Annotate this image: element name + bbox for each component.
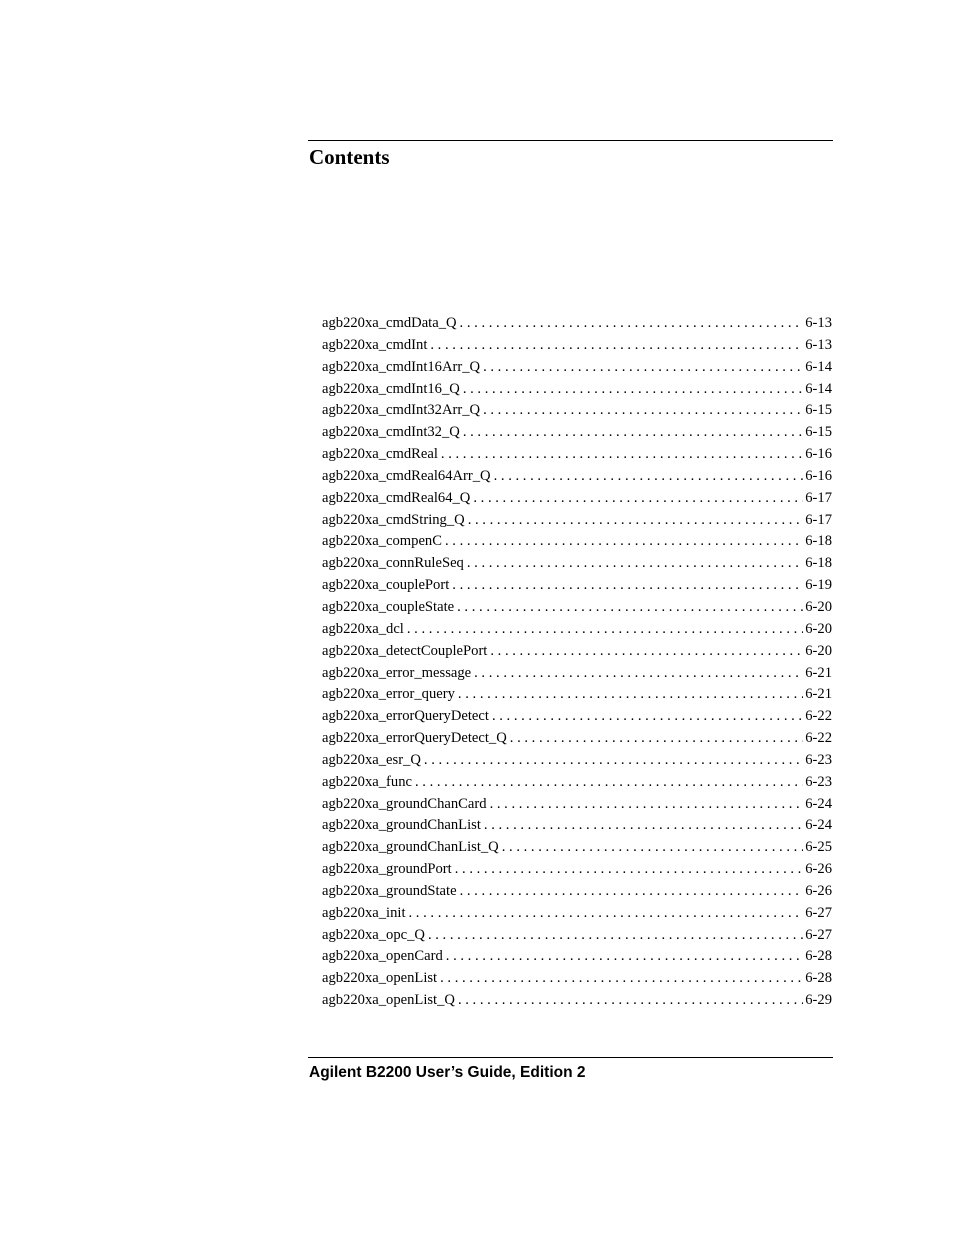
toc-entry-page[interactable]: 6-29	[805, 992, 832, 1009]
toc-entry-page[interactable]: 6-17	[805, 511, 832, 528]
toc-entry-name[interactable]: agb220xa_errorQueryDetect_Q	[322, 730, 507, 747]
toc-entry-page[interactable]: 6-26	[805, 861, 832, 878]
toc-dot-leader	[446, 946, 803, 968]
toc-entry[interactable]	[322, 684, 832, 706]
toc-entry[interactable]	[322, 641, 832, 663]
toc-entry-name[interactable]: agb220xa_compenC	[322, 533, 442, 550]
toc-entry-name[interactable]: agb220xa_openList_Q	[322, 992, 455, 1009]
toc-entry[interactable]	[322, 990, 832, 1012]
toc-entry-name[interactable]: agb220xa_cmdInt32_Q	[322, 424, 460, 441]
toc-entry-name[interactable]: agb220xa_cmdInt32Arr_Q	[322, 402, 481, 419]
toc-entry-page[interactable]: 6-15	[805, 424, 832, 441]
toc-entry[interactable]	[322, 313, 832, 335]
toc-dot-leader	[490, 641, 803, 663]
toc-entry-page[interactable]: 6-25	[805, 839, 832, 856]
toc-entry-page[interactable]: 6-27	[805, 926, 832, 943]
toc-dot-leader	[452, 575, 803, 597]
toc-dot-leader	[467, 553, 803, 575]
toc-entry[interactable]	[322, 946, 832, 968]
toc-entry[interactable]	[322, 575, 832, 597]
toc-entry[interactable]	[322, 379, 832, 401]
toc-dot-leader	[483, 400, 803, 422]
toc-entry[interactable]	[322, 663, 832, 685]
toc-dot-leader	[428, 925, 803, 947]
toc-dot-leader	[494, 466, 804, 488]
toc-dot-leader	[474, 663, 803, 685]
toc-entry-page[interactable]: 6-19	[805, 577, 832, 594]
toc-entry[interactable]	[322, 444, 832, 466]
toc-entry-name[interactable]: agb220xa_errorQueryDetect	[322, 708, 489, 725]
toc-entry[interactable]	[322, 619, 832, 641]
toc-dot-leader	[409, 903, 804, 925]
toc-entry[interactable]	[322, 400, 832, 422]
toc-entry-page[interactable]: 6-23	[805, 773, 832, 790]
page-title: Contents	[309, 145, 390, 169]
toc-dot-leader	[492, 706, 803, 728]
toc-entry-name[interactable]: agb220xa_openCard	[322, 948, 443, 965]
toc-entry-name[interactable]: agb220xa_openList	[322, 970, 438, 987]
toc-entry-name[interactable]: agb220xa_error_message	[322, 664, 472, 681]
toc-entry-name[interactable]: agb220xa_func	[322, 773, 412, 790]
toc-dot-leader	[458, 990, 803, 1012]
toc-dot-leader	[445, 531, 803, 553]
toc-entry-name[interactable]: agb220xa_cmdReal64_Q	[322, 489, 471, 506]
toc-entry[interactable]	[322, 859, 832, 881]
toc-entry[interactable]	[322, 750, 832, 772]
toc-entry-page[interactable]: 6-14	[805, 358, 832, 375]
toc-entry-name[interactable]: agb220xa_opc_Q	[322, 926, 425, 943]
toc-entry-name[interactable]: agb220xa_connRuleSeq	[322, 555, 464, 572]
toc-entry[interactable]	[322, 553, 832, 575]
toc-entry-page[interactable]: 6-20	[805, 620, 832, 637]
toc-entry[interactable]	[322, 597, 832, 619]
toc-dot-leader	[502, 837, 804, 859]
toc-entry-name[interactable]: agb220xa_coupleState	[322, 598, 455, 615]
toc-entry[interactable]	[322, 706, 832, 728]
toc-entry-page[interactable]: 6-13	[805, 336, 832, 353]
toc-entry-name[interactable]: agb220xa_cmdString_Q	[322, 511, 465, 528]
toc-entry-page[interactable]: 6-21	[805, 664, 832, 681]
toc-entry[interactable]	[322, 837, 832, 859]
toc-entry[interactable]	[322, 903, 832, 925]
toc-dot-leader	[460, 881, 804, 903]
toc-entry[interactable]	[322, 488, 832, 510]
toc-entry-name[interactable]: agb220xa_groundState	[322, 882, 457, 899]
toc-entry[interactable]	[322, 510, 832, 532]
toc-entry-page[interactable]: 6-16	[805, 446, 832, 463]
toc-entry-page[interactable]: 6-16	[805, 467, 832, 484]
toc-dot-leader	[483, 357, 803, 379]
toc-entry-page[interactable]: 6-22	[805, 730, 832, 747]
toc-entry[interactable]	[322, 357, 832, 379]
toc-entry[interactable]	[322, 772, 832, 794]
toc-entry-name[interactable]: agb220xa_dcl	[322, 620, 404, 637]
toc-dot-leader	[424, 750, 803, 772]
toc-entry-page[interactable]: 6-13	[805, 315, 832, 331]
toc-entry[interactable]	[322, 815, 832, 837]
toc-dot-leader	[490, 794, 804, 816]
toc-dot-leader	[458, 684, 803, 706]
header-rule	[308, 140, 833, 141]
toc-entry-name[interactable]: agb220xa_esr_Q	[322, 751, 421, 768]
toc-entry-page[interactable]: 6-15	[805, 402, 832, 419]
toc-entry[interactable]	[322, 968, 832, 990]
toc-entry-name[interactable]: agb220xa_groundChanCard	[322, 795, 487, 812]
toc-entry-page[interactable]: 6-20	[805, 642, 832, 659]
toc-entry-name[interactable]: agb220xa_groundPort	[322, 861, 452, 878]
toc-entry-name[interactable]: agb220xa_cmdInt16_Q	[322, 380, 460, 397]
toc-entry-page[interactable]: 6-22	[805, 708, 832, 725]
toc-entry-page[interactable]: 6-28	[805, 970, 832, 987]
toc-entry-page[interactable]: 6-20	[805, 598, 832, 615]
toc-entry-page[interactable]: 6-24	[805, 795, 832, 812]
toc-dot-leader	[441, 444, 803, 466]
toc-entry-page[interactable]: 6-21	[805, 686, 832, 703]
toc-entry-page[interactable]: 6-18	[805, 555, 832, 572]
footer-rule	[308, 1057, 833, 1058]
toc-dot-leader	[463, 379, 803, 401]
toc-dot-leader	[430, 335, 803, 357]
toc-dot-leader	[440, 968, 803, 990]
toc-entry-page[interactable]: 6-14	[805, 380, 832, 397]
toc-entry[interactable]	[322, 925, 832, 947]
toc-entry-page[interactable]: 6-18	[805, 533, 832, 550]
toc-entry-name[interactable]: agb220xa_error_query	[322, 686, 455, 703]
toc-entry-name[interactable]: agb220xa_groundChanList_Q	[322, 839, 499, 856]
toc-entry-page[interactable]: 6-27	[805, 904, 832, 921]
toc-entry[interactable]	[322, 466, 832, 488]
toc-entry-name[interactable]: agb220xa_groundChanList	[322, 817, 481, 834]
toc-entry-name[interactable]: agb220xa_cmdInt16Arr_Q	[322, 358, 481, 375]
toc-entry-name[interactable]: agb220xa_cmdInt	[322, 336, 428, 353]
toc-entry-name[interactable]: agb220xa_cmdReal	[322, 446, 438, 463]
table-of-contents	[322, 313, 832, 1012]
toc-entry-name[interactable]: agb220xa_couplePort	[322, 577, 450, 594]
toc-dot-leader	[484, 815, 803, 837]
toc-entry[interactable]	[322, 794, 832, 816]
toc-entry-page[interactable]: 6-17	[805, 489, 832, 506]
toc-entry[interactable]	[322, 728, 832, 750]
toc-dot-leader	[473, 488, 803, 510]
toc-entry-page[interactable]: 6-26	[805, 882, 832, 899]
toc-dot-leader	[407, 619, 803, 641]
toc-dot-leader	[460, 313, 804, 335]
toc-dot-leader	[510, 728, 803, 750]
toc-entry-page[interactable]: 6-28	[805, 948, 832, 965]
toc-entry[interactable]	[322, 881, 832, 903]
toc-entry-name[interactable]: agb220xa_cmdReal64Arr_Q	[322, 467, 491, 484]
toc-dot-leader	[468, 510, 804, 532]
toc-entry[interactable]	[322, 422, 832, 444]
toc-entry[interactable]	[322, 531, 832, 553]
toc-entry-name[interactable]: agb220xa_detectCouplePort	[322, 642, 488, 659]
toc-entry-page[interactable]: 6-24	[805, 817, 832, 834]
toc-dot-leader	[455, 859, 804, 881]
footer-text: Agilent B2200 User’s Guide, Edition 2	[309, 1064, 586, 1081]
toc-dot-leader	[463, 422, 803, 444]
toc-entry[interactable]	[322, 335, 832, 357]
toc-entry-name[interactable]: agb220xa_cmdData_Q	[322, 315, 457, 331]
toc-dot-leader	[415, 772, 803, 794]
toc-entry-name[interactable]: agb220xa_init	[322, 904, 406, 921]
toc-entry-page[interactable]: 6-23	[805, 751, 832, 768]
toc-dot-leader	[457, 597, 803, 619]
